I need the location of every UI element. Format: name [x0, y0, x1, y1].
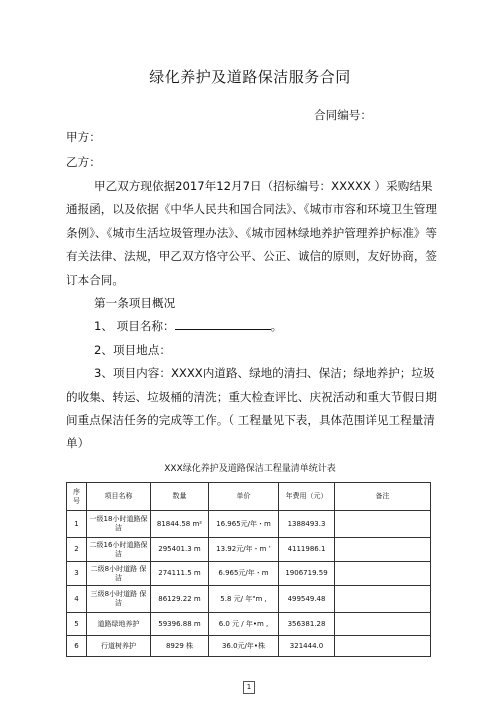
page-number: 1 [243, 681, 255, 694]
table-cell: 16.965元/年・m [209, 511, 279, 538]
table-cell: 1906719.59 [279, 562, 335, 586]
table-cell: 3 [67, 562, 87, 586]
table-cell: 274111.5 m [151, 562, 209, 586]
table-cell: 5 [67, 613, 87, 636]
party-b-label: 乙方： [66, 155, 101, 169]
table-cell: 86129.22 m [151, 586, 209, 613]
party-a-label: 甲方： [66, 130, 101, 144]
table-cell: 1 [67, 511, 87, 538]
table-row [67, 636, 431, 657]
table-cell [335, 511, 431, 538]
table-cell: 295401.3 m [151, 538, 209, 562]
table-cell: 道路绿地养护 [87, 613, 151, 636]
table-cell: 321444.0 [279, 636, 335, 657]
table-row [67, 511, 431, 538]
header-cell: 项目名称 [87, 483, 151, 511]
table-cell: 6.0 元 / 年•m , [209, 613, 279, 636]
header-cell: 单价 [209, 483, 279, 511]
project-name-line [66, 315, 438, 338]
document-title: 绿化养护及道路保洁服务合同 [149, 68, 351, 86]
table-cell [335, 586, 431, 613]
table-cell [335, 636, 431, 657]
table-cell: 二级8小时道路 保洁 [87, 562, 151, 586]
table-body [67, 511, 431, 657]
project-content-paragraph: 3、项目内容：XXXX内道路、绿地的清扫、保洁；绿地养护；垃圾的收集、转运、垃圾桶的清洗；重大检查评比、庆祝活动和重大节假日期间重点保洁任务的完成等工作。（ 工程量见下表，具体范围详见工程量清单） [66, 366, 438, 451]
quantity-table [66, 482, 431, 657]
table-title: XXX绿化养护及道路保洁工程量清单统计表 [164, 464, 336, 474]
table-cell [335, 538, 431, 562]
table-cell: 356381.28 [279, 613, 335, 636]
contract-body [66, 175, 438, 456]
table-cell: 4111986.1 [279, 538, 335, 562]
section-heading: 第一条项目概况 [94, 296, 176, 311]
header-cell: 年费用（元） [279, 483, 335, 511]
header-cell: 数量 [151, 483, 209, 511]
table-cell: 行道树养护 [87, 636, 151, 657]
project-name-end: 。 [270, 319, 283, 334]
table-cell: 2 [67, 538, 87, 562]
header-cell: 序 号 [67, 483, 87, 511]
project-location-line: 2、项目地点： [94, 342, 171, 357]
header-cell: 备注 [335, 483, 431, 511]
project-name-blank [175, 319, 271, 330]
table-cell: 5.8 元/ 年"m , [209, 586, 279, 613]
table-cell: 499549.48 [279, 586, 335, 613]
table-cell: 81844.58 m² [151, 511, 209, 538]
table-cell: 8929 株 [151, 636, 209, 657]
table-cell [335, 613, 431, 636]
project-name-label: 1、 项目名称： [94, 319, 175, 334]
table-header-row [67, 483, 431, 511]
table-cell: 一级18小时道路保洁 [87, 511, 151, 538]
table-cell: 4 [67, 586, 87, 613]
table-cell: 三级8小时道路 保洁 [87, 586, 151, 613]
table-row [67, 538, 431, 562]
table-cell: 36.0元/年•株 [209, 636, 279, 657]
table-cell: 1388493.3 [279, 511, 335, 538]
table-cell: 6 [67, 636, 87, 657]
intro-paragraph: 甲乙双方现依据2017年12月7日（招标编号：XXXXX ）采购结果通报函，以及依据《中华人民共和国合同法》、《城市市容和环境卫生管理条例》、《城市生活垃圾管理办法》、《城市园林绿地养护管理养护标准》等有关法律、法规，甲乙双方恪守公平、公正、诚信的原则，友好协商，签订本合同。 [66, 179, 438, 287]
table-cell: 13.92元/年・m ʼ [209, 538, 279, 562]
contract-number-label: 合同编号： [314, 108, 372, 122]
table-row [67, 586, 431, 613]
table-cell [335, 562, 431, 586]
table-row [67, 562, 431, 586]
table-cell: 二级16小时道路保洁 [87, 538, 151, 562]
table-row [67, 613, 431, 636]
table-cell: 6.965元/年・m [209, 562, 279, 586]
table-cell: 59396.88 m [151, 613, 209, 636]
